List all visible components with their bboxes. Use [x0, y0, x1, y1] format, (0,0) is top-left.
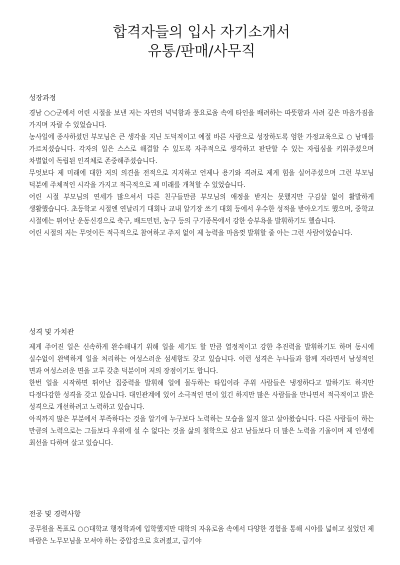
section-major-career: [29, 509, 374, 547]
paragraph: 무엇보다 제 미래에 대한 저의 의견을 전적으로 지지하고 언제나 용기와 격려로 제게 힘을 실어주셨으며 그런 부모님 덕분에 주체적인 시각을 가지고 적극적으로 제 미래를 개척할 수 있었습니다.: [29, 169, 374, 189]
paragraph: 경남 ○○군에서 어린 시절을 보낸 저는 자연의 넉넉함과 풍요로움 속에 타인을 배려하는 따뜻함과 사려 깊은 마음가짐을 가지며 자랄 수 있었습니다.: [29, 109, 374, 129]
paragraph: 아직까지 많은 부분에서 부족하다는 것을 알기에 누구보다 노력하는 모습을 잃지 않고 살아왔습니다. 다른 사람들이 하는 만큼의 노력으로는 그들보다 우위에 설 수 없다는 것을 삶의 철학으로 삼고 남들보다 더 많은 노력을 기울이며 제 인생에 최선을 다하며 살고 있습니다.: [29, 415, 374, 447]
paragraph: 농사일에 종사하셨던 부모님은 큰 생각을 지닌 도덕적이고 예절 바른 사람으로 성장하도록 엄한 가정교육으로 ○ 남매를 가르치셨습니다. 각자의 일은 스스로 해결할 수 있도록 자주적으로 생각하고 판단할 수 있는 자립심을 키워주셨으며 차별없이 독립된 인격체로 존중해주셨습니다.: [29, 133, 374, 165]
paragraph: 제게 주어진 일은 신속하게 완수해내기 위해 일을 세기도 할 만큼 열정적이고 강한 추진력을 발휘하기도 하며 동시에 실수없이 완벽하게 일을 처리하는 여성스러운 섬세함도 갖고 있습니다. 이런 성격은 누나들과 함께 자라면서 남성적인 면과 여성스러운 면을 고루 갖춘 덕분이며 저의 장점이기도 합니다.: [29, 343, 374, 375]
paragraph: 어린 시절의 저는 무엇이든 적극적으로 참여하고 주저 없이 제 능력을 마음껏 발휘할 줄 아는 그런 사람이었습니다.: [29, 229, 353, 237]
paragraph: 한번 일을 시작하면 뛰어난 집중력을 발휘해 일에 몰두하는 타입이라 주위 사람들은 냉정하다고 말하기도 하지만 다정다감한 성격을 갖고 있습니다. 대인관계에 있어 소극적인 면이 있긴 하지만 많은 사람들을 만나면서 적극적이고 밝은 성격으로 개선하려고 노력하고 있습니다.: [29, 379, 374, 411]
paragraph: 어린 시절 부모님의 연세가 많으셔서 다른 친구들만큼 부모님의 애정을 받지는 못했지만 구김살 없이 활발하게 생활했습니다. 초등학교 시절엔 연날리기 대회나 교내 알기장 쓰기 대회 등에서 우수한 성적을 받아오기도 했으며, 중학교 시절에는 뛰어난 운동신경으로 축구, 배드민턴, 농구 등의 구기종목에서 강한 승부욕을 발휘하기도 했습니다.: [29, 193, 374, 225]
document-subtitle: 유통/판매/사무직: [147, 44, 256, 60]
section-heading: 성장과정: [29, 94, 57, 102]
section-growth: [29, 93, 374, 239]
section-heading: 전공 및 경력사항: [29, 510, 81, 518]
document-title: 합격자들의 입사 자기소개서: [112, 25, 291, 41]
section-personality: [29, 327, 374, 449]
paragraph: 공무원을 목표로 ○○대학교 행정학과에 입학했지만 대학의 자유로움 속에서 다양한 경험을 통해 시야를 넓히고 싶었던 제 바람은 노무모님을 모셔야 하는 중압감으로 흐려졌고, 급기야: [29, 525, 374, 545]
section-heading: 성격 및 가치관: [29, 328, 75, 336]
